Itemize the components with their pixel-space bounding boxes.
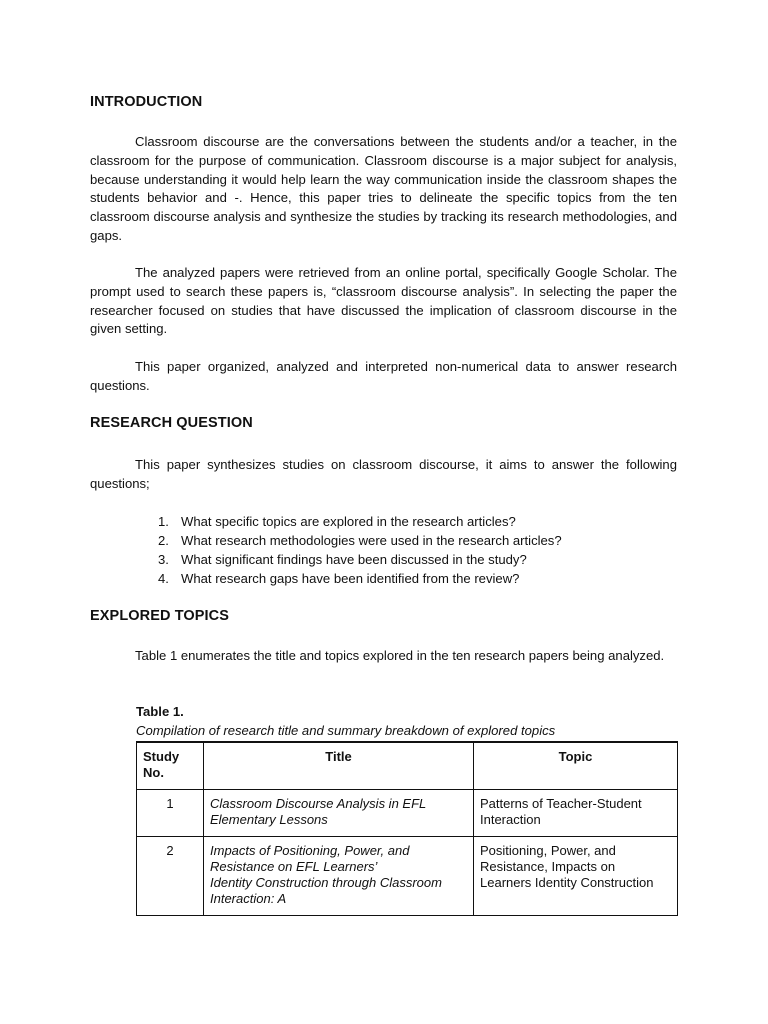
title-line: Resistance on EFL Learners’ — [210, 858, 378, 874]
topic-header: Topic — [474, 742, 678, 789]
list-item-text: What research methodologies were used in the research articles? — [181, 533, 562, 548]
title-line: Interaction: A — [210, 891, 287, 907]
title-cell — [204, 836, 474, 915]
introduction-heading: INTRODUCTION — [90, 94, 203, 110]
list-item — [158, 569, 562, 588]
list-item-text: What specific topics are explored in the research articles? — [181, 514, 516, 529]
introduction-paragraph-2: The analyzed papers were retrieved from an online portal, specifically Google Scholar. The prompt used to search these papers is, “classroom discourse analysis”. In selecting the paper the researcher focused on studies that have discussed the implication of classroom discourse in the given setting. — [90, 265, 677, 337]
list-item — [158, 512, 562, 531]
table-caption: Compilation of research title and summary breakdown of explored topics — [136, 723, 556, 738]
research-question-heading: RESEARCH QUESTION — [90, 415, 253, 431]
table-row — [137, 836, 678, 915]
table-header-row — [137, 742, 678, 789]
research-question-intro: This paper synthesizes studies on classroom discourse, it aims to answer the following questions; — [90, 457, 677, 491]
title-line: Impacts of Positioning, Power, and — [210, 842, 410, 858]
study-header-line-1: Study — [143, 749, 180, 764]
topics-table — [136, 741, 678, 916]
introduction-paragraph-3: This paper organized, analyzed and interpreted non-numerical data to answer research questions. — [90, 359, 677, 393]
topic-line: Learners Identity Construction — [480, 874, 654, 890]
table-row — [137, 789, 678, 836]
title-line: Classroom Discourse Analysis in EFL — [210, 795, 427, 811]
list-item-number: 2. — [158, 533, 169, 548]
title-cell — [204, 789, 474, 836]
topic-line: Interaction — [480, 811, 541, 827]
title-header: Title — [204, 742, 474, 789]
list-item — [158, 550, 562, 569]
topic-line: Patterns of Teacher-Student — [480, 795, 642, 811]
title-line: Elementary Lessons — [210, 811, 328, 827]
study-no-cell: 2 — [137, 836, 204, 915]
explored-topics-intro: Table 1 enumerates the title and topics explored in the ten research papers being analyzed. — [135, 648, 665, 663]
list-item-number: 3. — [158, 552, 169, 567]
explored-topics-heading: EXPLORED TOPICS — [90, 608, 230, 624]
table-label: Table 1. — [136, 704, 184, 719]
list-item-number: 1. — [158, 514, 169, 529]
topic-cell — [474, 836, 678, 915]
study-no-header — [137, 742, 204, 789]
title-line: Identity Construction through Classroom — [210, 874, 442, 890]
topic-line: Positioning, Power, and — [480, 842, 616, 858]
study-header-line-2: No. — [143, 765, 164, 781]
list-item-text: What research gaps have been identified from the review? — [181, 571, 520, 586]
list-item-text: What significant findings have been discussed in the study? — [181, 552, 527, 567]
topic-cell — [474, 789, 678, 836]
study-no-cell: 1 — [137, 789, 204, 836]
list-item — [158, 531, 562, 550]
topic-line: Resistance, Impacts on — [480, 858, 616, 874]
research-question-list — [158, 512, 562, 588]
introduction-paragraph-1: Classroom discourse are the conversations between the students and/or a teacher, in the classroom for the purpose of communication. Classroom discourse is a major subject for analysis, because understanding it would help learn the way communication inside the classroom shapes the students behavior and -. Hence, this paper tries to delineate the specific topics from the ten classroom discourse analysis and synthesize the studies by tracking its research methodologies, and gaps. — [90, 134, 677, 243]
list-item-number: 4. — [158, 571, 169, 586]
